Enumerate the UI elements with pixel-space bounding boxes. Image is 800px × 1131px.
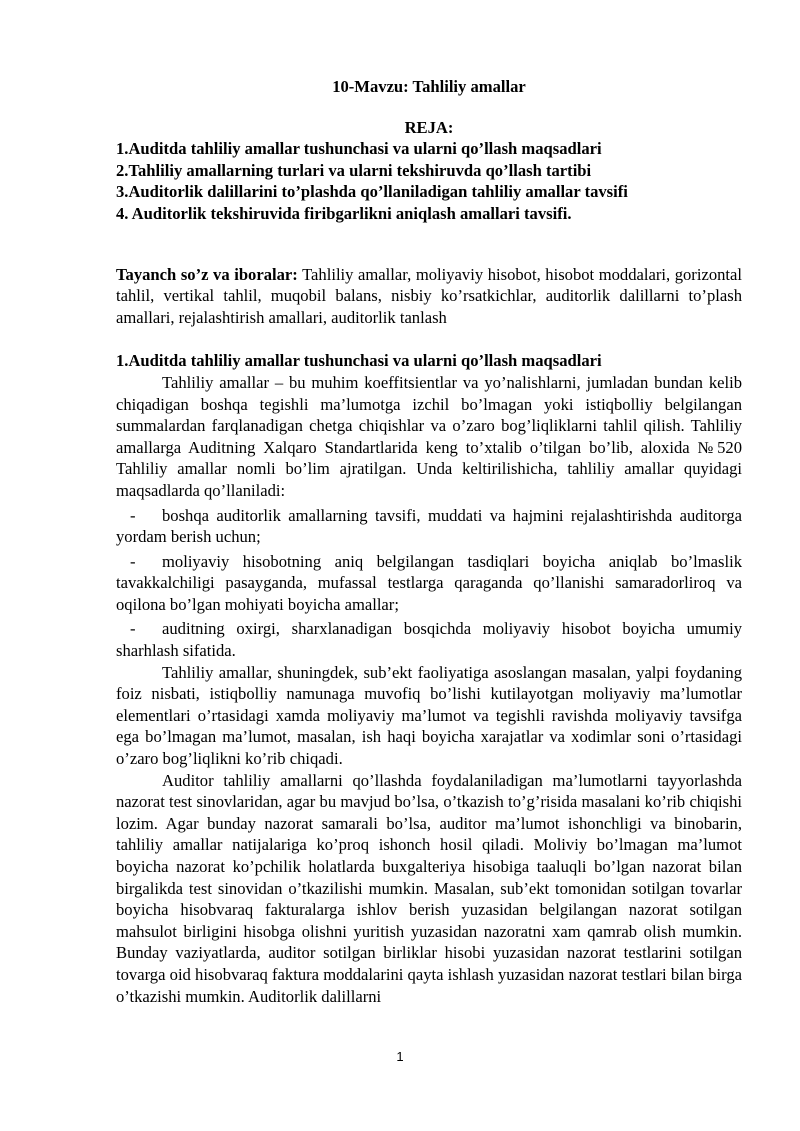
plan-item: 2.Tahliliy amallarning turlari va ularni tekshiruvda qo’llash tartibi	[116, 160, 592, 180]
bullet-text: boshqa auditorlik amallarning tavsifi, muddati va hajmini rejalashtirishda auditorga yordam berish uchun;	[116, 505, 742, 547]
plan-item: 4. Auditorlik tekshiruvida firibgarlikni aniqlash amallari tavsifi.	[116, 203, 572, 223]
plan-list	[116, 138, 742, 224]
bullet-marker: -	[130, 619, 136, 639]
body-paragraph: Auditor tahliliy amallarni qo’llashda foydalaniladigan ma’lumotlarni tayyorlashda nazorat test sinovlaridan, agar bu mavjud bo’lsa, o’tkazish to’g’risida masalani ko’rib chiqishi lozim. Agar bunday nazorat samarali bo’lsa, auditor ma’lumot ishonchligi va binobarin, tahliliy amallar natijalariga ko’proq ishonch hosil qiladi. Moliviy bo’lmagan ma’lumot boyicha nazorat ko’pchilik holatlarda buxgalteriya hisobiga taaluqli bo’lgan nazorat bilan birgalikda test sinovidan o’tkazilishi mumkin. Masalan, sub’ekt tomonidan sotilgan tovarlar boyicha hisobvaraq fakturalarga ishlov berish yuzasidan belgilangan nazorat sotilgan mahsulot birligini hisobga olishni yuritish yuzasidan nazoratni xam qamrab olish mumkin. Bunday vaziyatlarda, auditor sotilgan birliklar hisobi yuzasidan nazorat testlarini sotilgan tovarga oid hisobvaraq faktura moddalarini qayta ishlash yuzasidan nazorat testlari bilan birga o’tkazishi mumkin. Auditorlik dalillarni	[116, 770, 742, 1006]
document-page	[116, 76, 742, 1007]
bullet-item	[116, 505, 742, 548]
bullet-item	[116, 618, 742, 661]
document-title: 10-Mavzu: Tahliliy amallar	[332, 77, 526, 96]
bullet-text: auditning oxirgi, sharxlanadigan bosqichda moliyaviy hisobot boyicha umumiy sharhlash sifatida.	[116, 619, 742, 661]
keywords-text: Tahliliy amallar, moliyaviy hisobot, hisobot moddalari, gorizontal tahlil, vertikal tahlil, muqobil balans, nisbiy ko’rsatkichlar, auditorlik dalillarni to’plash amallari, rejalashtirish amallari, auditorlik tanlash	[116, 264, 742, 327]
keywords-paragraph	[116, 264, 742, 329]
page-number: 1	[396, 1049, 404, 1064]
body-paragraph: Tahliliy amallar – bu muhim koeffitsientlar va yo’nalishlarni, jumladan bundan kelib chiqadigan boshqa tegishli ma’lumotga izchil bo’lmagan yoki istiqbolliy belgilangan summalardan farqlanadigan chetga chiqishlar va o’zaro bog’liqliklarni tahlil qilish. Tahliliy amallarga Auditning Xalqaro Standartlarida keng to’xtalib o’tilgan bo’lib, aloxida №520 Tahliliy amallar nomli bo’lim ajratilgan. Unda keltirilishicha, tahliliy amallar quyidagi maqsadlarda qo’llaniladi:	[116, 372, 742, 500]
bullet-text: moliyaviy hisobotning aniq belgilangan tasdiqlari boyicha aniqlab bo’lmaslik tavakkalchiligi pasayganda, mufassal testlarga qaraganda qo’llanishi samaradorliroq va oqilona bo’lgan mohiyati boyicha amallar;	[116, 551, 742, 614]
plan-heading: REJA:	[404, 117, 454, 137]
plan-item: 1.Auditda tahliliy amallar tushunchasi va ularni qo’llash maqsadlari	[116, 139, 602, 159]
body-paragraph: Tahliliy amallar, shuningdek, sub’ekt faoliyatiga asoslangan masalan, yalpi foydaning foiz nisbati, istiqbolliy namunaga muvofiq bo’lishi kutilayotgan moliyaviy ma’lumotlar elementlari o’rtasidagi xamda moliyaviy ma’lumot va tegishli ravishda moliyaviy tavsifga ega bo’lmagan ma’lumot, masalan, ish haqi boyicha xarajatlar va xodimlar soni o’rtasidagi o’zaro bog’liqlikni ko’rib chiqadi.	[116, 662, 742, 769]
plan-item: 3.Auditorlik dalillarini to’plashda qo’llaniladigan tahliliy amallar tavsifi	[116, 182, 628, 202]
bullet-marker: -	[130, 505, 136, 525]
bullet-marker: -	[130, 551, 136, 571]
section-heading: 1.Auditda tahliliy amallar tushunchasi va ularni qo’llash maqsadlari	[116, 351, 602, 371]
keywords-label: Tayanch so’z va iboralar:	[116, 264, 298, 284]
bullet-item	[116, 551, 742, 616]
